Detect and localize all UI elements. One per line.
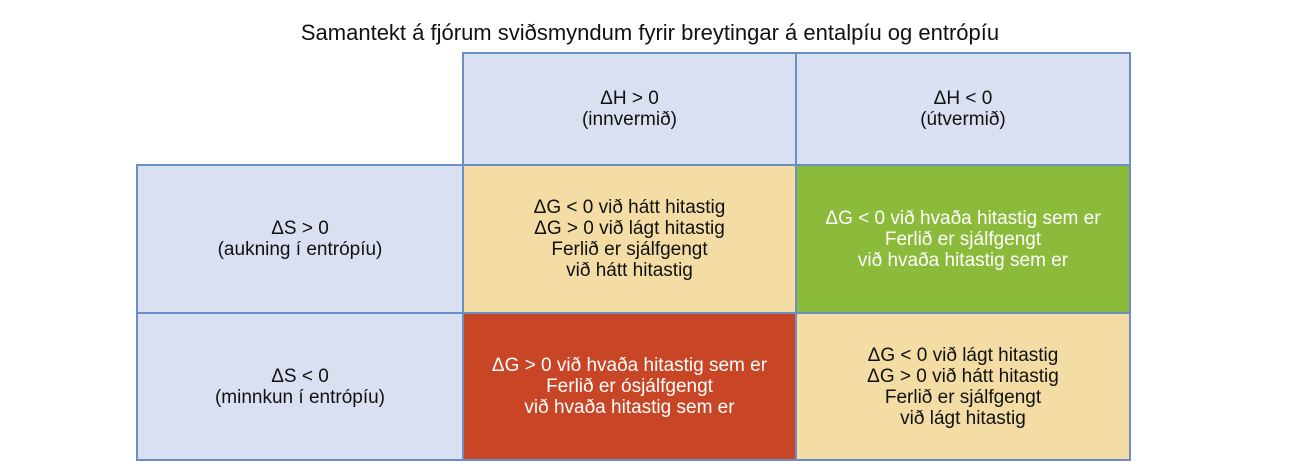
column-header-line1: ΔH < 0 <box>933 88 993 109</box>
cell-line: ΔG > 0 við lágt hitastig <box>534 218 725 239</box>
cell-exothermic-entropy-decrease <box>795 312 1131 461</box>
column-header-line2: (útvermið) <box>920 109 1006 130</box>
column-header-exothermic <box>795 52 1131 166</box>
cell-line: Ferlið er sjálfgengt <box>551 239 708 260</box>
cell-exothermic-entropy-increase <box>795 164 1131 314</box>
cell-line: ΔG < 0 við hátt hitastig <box>533 197 726 218</box>
cell-line: við hvaða hitastig sem er <box>857 249 1069 271</box>
row-header-line1: ΔS < 0 <box>271 365 329 387</box>
cell-endothermic-entropy-decrease <box>462 312 797 461</box>
row-header-line2: (minnkun í entrópíu) <box>214 386 386 408</box>
cell-line: við hvaða hitastig sem er <box>524 397 735 418</box>
diagram-title: Samantekt á fjórum sviðsmyndum fyrir breytingar á entalpíu og entrópíu <box>300 20 1000 45</box>
column-header-line2: (innvermið) <box>581 109 678 130</box>
cell-line: ΔG < 0 við hvaða hitastig sem er <box>825 207 1101 229</box>
cell-line: Ferlið er sjálfgengt <box>884 228 1042 250</box>
cell-line: Ferlið er ósjálfgengt <box>546 376 713 397</box>
cell-line: Ferlið er sjálfgengt <box>884 386 1042 408</box>
cell-line: ΔG > 0 við hvaða hitastig sem er <box>491 355 768 376</box>
row-header-entropy-increase <box>136 164 464 314</box>
row-header-line2: (aukning í entrópíu) <box>217 239 383 260</box>
column-header-endothermic <box>462 52 797 166</box>
cell-line: ΔG > 0 við hátt hitastig <box>867 365 1059 387</box>
row-header-line1: ΔS > 0 <box>271 218 329 239</box>
column-header-line1: ΔH > 0 <box>600 88 659 109</box>
cell-line: ΔG < 0 við lágt hitastig <box>867 344 1059 366</box>
cell-line: við hátt hitastig <box>566 260 693 281</box>
cell-line: við lágt hitastig <box>900 407 1026 429</box>
row-header-entropy-decrease <box>136 312 464 461</box>
cell-endothermic-entropy-increase <box>462 164 797 314</box>
